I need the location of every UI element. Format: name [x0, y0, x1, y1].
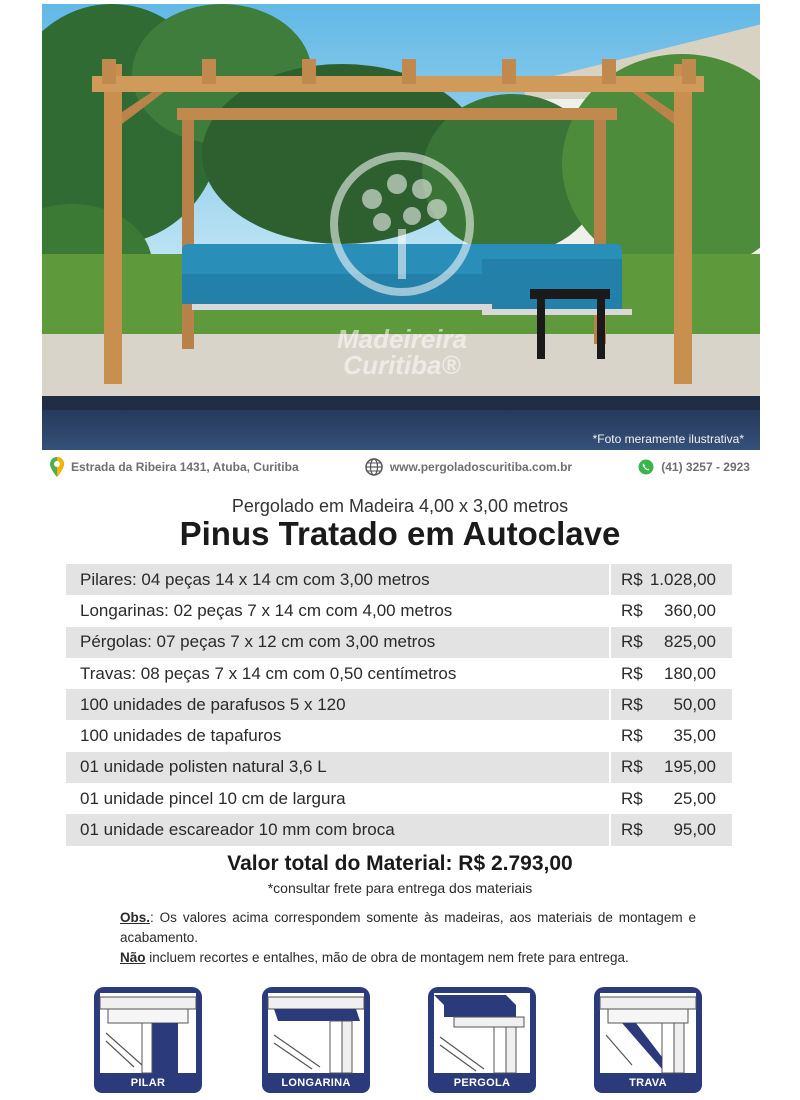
table-row	[66, 752, 732, 783]
material-description: 100 unidades de parafusos 5 x 120	[66, 689, 609, 720]
price-value: 25,00	[673, 788, 716, 808]
material-price	[611, 783, 732, 814]
material-price	[611, 595, 732, 626]
nao-label: Não	[120, 950, 146, 965]
component-diagrams	[92, 985, 714, 1095]
product-subtitle: Pergolado em Madeira 4,00 x 3,00 metros	[231, 496, 569, 516]
material-price	[611, 658, 732, 689]
svg-text:Madeireira: Madeireira	[336, 324, 468, 354]
material-price	[611, 720, 732, 751]
phone-item[interactable]	[638, 459, 750, 475]
price-value: 180,00	[664, 663, 716, 683]
price-value: 1.028,00	[649, 569, 716, 589]
table-row	[66, 564, 732, 595]
table-row	[66, 720, 732, 751]
price-currency: R$	[621, 820, 643, 840]
price-value: 50,00	[673, 694, 716, 714]
material-description: 01 unidade escareador 10 mm com broca	[66, 814, 609, 845]
price-currency: R$	[621, 600, 643, 620]
price-currency: R$	[621, 632, 643, 652]
freight-note: *consultar frete para entrega dos materiais	[267, 880, 533, 896]
price-currency: R$	[621, 726, 643, 746]
material-price	[611, 627, 732, 658]
website-link[interactable]: www.pergoladoscuritiba.com.br	[389, 460, 573, 474]
svg-text:Curitiba®: Curitiba®	[343, 350, 461, 380]
address-item	[50, 457, 299, 477]
diagram-card-longarina	[260, 985, 372, 1095]
pergola-photo-illustration	[42, 4, 760, 450]
globe-icon	[365, 458, 383, 476]
diagram-card-trava	[592, 985, 704, 1095]
diagram-card-pilar	[92, 985, 204, 1095]
whatsapp-icon	[638, 459, 654, 475]
price-value: 195,00	[664, 757, 716, 777]
price-currency: R$	[621, 663, 643, 683]
obs-label: Obs.	[120, 910, 151, 925]
page-title: Pinus Tratado em Autoclave	[179, 515, 621, 552]
material-description: Travas: 08 peças 7 x 14 cm com 0,50 centímetros	[80, 663, 457, 683]
address-text: Estrada da Ribeira 1431, Atuba, Curitiba	[71, 460, 299, 474]
diagram-label: PILAR	[130, 1077, 166, 1089]
price-value: 360,00	[664, 600, 716, 620]
material-description: 01 unidade pincel 10 cm de largura	[80, 788, 346, 808]
price-currency: R$	[621, 757, 643, 777]
material-total: Valor total do Material: R$ 2.793,00	[227, 852, 573, 875]
material-description: 01 unidade polisten natural 3,6 L	[66, 752, 609, 783]
diagram-label: LONGARINA	[281, 1077, 351, 1089]
price-value: 825,00	[664, 632, 716, 652]
price-currency: R$	[621, 694, 643, 714]
observations	[120, 908, 696, 968]
website-item[interactable]	[365, 458, 572, 476]
photo-disclaimer: *Foto meramente ilustrativa*	[592, 432, 744, 446]
table-row	[66, 814, 732, 845]
location-pin-icon	[50, 457, 64, 477]
table-row	[66, 627, 732, 658]
obs-text: : Os valores acima correspondem somente às madeiras, aos materiais de montagem e acabamento.	[120, 910, 696, 945]
material-description: Pilares: 04 peças 14 x 14 cm com 3,00 metros	[66, 564, 609, 595]
nao-text: incluem recortes e entalhes, mão de obra de montagem nem frete para entrega.	[145, 950, 629, 965]
diagram-label: PERGOLA	[453, 1077, 511, 1089]
material-price	[611, 814, 732, 845]
table-row	[66, 783, 732, 814]
diagram-label: TRAVA	[629, 1077, 667, 1089]
price-value: 35,00	[673, 726, 716, 746]
price-currency: R$	[621, 788, 643, 808]
hero-photo	[42, 4, 760, 450]
table-row	[66, 689, 732, 720]
material-price	[611, 752, 732, 783]
table-row	[66, 658, 732, 689]
contact-bar	[50, 456, 750, 478]
price-currency: R$	[621, 569, 643, 589]
price-value: 95,00	[673, 820, 716, 840]
diagram-card-pergola	[426, 985, 538, 1095]
table-row	[66, 595, 732, 626]
material-description: Pérgolas: 07 peças 7 x 12 cm com 3,00 metros	[66, 627, 609, 658]
phone-number[interactable]: (41) 3257 - 2923	[661, 460, 750, 474]
material-price	[611, 689, 732, 720]
material-description: Longarinas: 02 peças 7 x 14 cm com 4,00 metros	[80, 600, 453, 620]
material-price	[611, 564, 732, 595]
material-description: 100 unidades de tapafuros	[80, 726, 282, 746]
materials-table	[66, 564, 732, 846]
